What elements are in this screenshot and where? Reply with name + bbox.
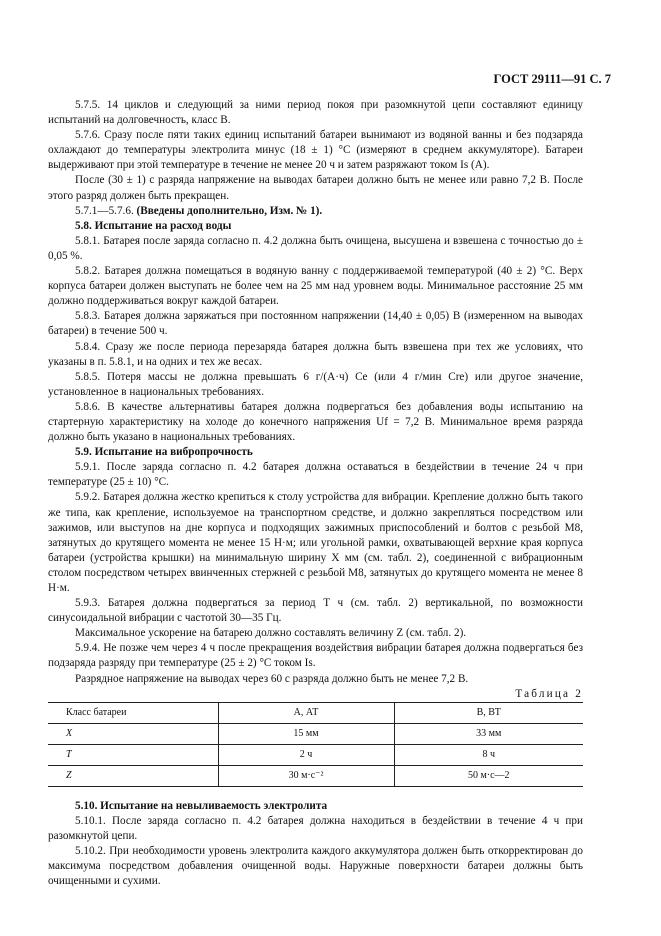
- paragraph: 5.7.5. 14 циклов и следующий за ними период покоя при разомкнутой цепи составляют единицу испытаний на долговечность, класс В.: [48, 99, 583, 127]
- paragraph: 5.10.1. После заряда согласно п. 4.2 батарея должна находиться в бездействии в течение 4 ч при разомкнутой цепи.: [48, 814, 583, 842]
- table-header-a: А, АТ: [218, 702, 394, 723]
- section-heading: 5.10. Испытание на невыливаемость электролита: [75, 799, 328, 812]
- table-cell: 8 ч: [394, 744, 583, 765]
- table-cell: 33 мм: [394, 723, 583, 744]
- paragraph: 5.8.6. В качестве альтернативы батарея должна подвергаться без добавления воды испытанию на стартерную характеристику на холоде до конечного напряжения Uf = 7,2 В. Минимальное время разряда должно быть указано в национальных требованиях.: [48, 400, 583, 444]
- section-heading: 5.8. Испытание на расход воды: [75, 219, 232, 232]
- table-cell: 30 м·с⁻²: [218, 765, 394, 786]
- body-text: [48, 98, 583, 889]
- paragraph: 5.9.4. Не позже чем через 4 ч после прекращения воздействия вибрации батарея должна подвергаться без подзаряда разряду при температуре (25 ± 2) °С током Is.: [48, 642, 583, 670]
- paragraph: 5.8.1. Батарея после заряда согласно п. 4.2 должна быть очищена, высушена и взвешена с точностью до ± 0,05 %.: [48, 234, 583, 262]
- table-header-row: [48, 702, 583, 723]
- table-cell: 15 мм: [218, 723, 394, 744]
- paragraph: [48, 204, 583, 219]
- data-table: [48, 702, 583, 787]
- paragraph-text: 5.7.1—5.7.6.: [75, 204, 137, 217]
- paragraph: 5.10.2. При необходимости уровень электролита каждого аккумулятора должен быть откорректирован до максимума посредством добавления очищенной воды. Наружные поверхности батареи должны быть очищенными и сухими.: [48, 845, 583, 888]
- paragraphs-after-table: [48, 799, 583, 890]
- amendment-note: (Введены дополнительно, Изм. № 1).: [136, 204, 323, 217]
- table-row: [48, 765, 583, 786]
- table-cell: 50 м·с—2: [394, 765, 583, 786]
- section-heading: 5.9. Испытание на вибропрочность: [75, 446, 253, 459]
- paragraph: 5.9.1. После заряда согласно п. 4.2 батарея должна оставаться в бездействии в течение 24 ч при температуре (25 ± 10) °С.: [48, 461, 583, 489]
- paragraph: 5.7.6. Сразу после пяти таких единиц испытаний батареи вынимают из водяной ванны и без подзаряда охлаждают до температуры электролита минус (18 ± 1) °С (измеряют в среднем аккумуляторе). Батареи выдерживают при этой температуре в течение не менее 20 ч и затем разряжают током Is (А).: [48, 129, 583, 172]
- paragraph: 5.9.3. Батарея должна подвергаться за период T ч (см. табл. 2) вертикальной, по возможности синусоидальной вибрации с частотой 30—35 Гц.: [48, 597, 583, 625]
- paragraphs-before-table: [48, 98, 583, 687]
- page-header: ГОСТ 29111—91 С. 7: [493, 72, 611, 86]
- paragraph: Максимальное ускорение на батарею должно составлять величину Z (см. табл. 2).: [75, 627, 467, 640]
- table-cell: T: [48, 744, 218, 765]
- paragraph: 5.8.2. Батарея должна помещаться в водяную ванну с поддерживаемой температурой (40 ± 2) °С. Верх корпуса батареи должен выступать не более чем на 25 мм над уровнем воды. Минимальное расстояние 25 мм должно поддерживаться вокруг каждой батареи.: [48, 265, 583, 308]
- paragraph: 5.8.4. Сразу же после периода перезаряда батарея должна быть взвешена при тех же условиях, что указаны в п. 5.8.1, и на одних и тех же весах.: [48, 340, 583, 368]
- table-row: [48, 744, 583, 765]
- paragraph: Разрядное напряжение на выводах через 60 с разряда должно быть не менее 7,2 В.: [75, 672, 469, 685]
- table-cell: Z: [48, 765, 218, 786]
- table-cell: X: [48, 723, 218, 744]
- table-caption: Таблица 2: [515, 687, 583, 700]
- table-header-class: Класс батареи: [48, 702, 218, 723]
- table-row: [48, 723, 583, 744]
- paragraph: После (30 ± 1) с разряда напряжение на выводах батареи должно быть не менее или равно 7,2 В. После этого разряд должен быть прекращен.: [48, 174, 583, 202]
- paragraph: 5.8.3. Батарея должна заряжаться при постоянном напряжении (14,40 ± 0,05) В (измеренном на выводах батареи) в течение 500 ч.: [48, 310, 583, 338]
- table-header-b: В, ВТ: [394, 702, 583, 723]
- paragraph: 5.9.2. Батарея должна жестко крепиться к столу устройства для вибрации. Крепление должно быть такого же типа, как крепление, используемое на транспортном средстве, и должно закрепляться посредством или зажимов, или выступов на дне корпуса и подходящих зажимных приспособлений и болтов с резьбой М8, затянутых до крутящего момента не менее 15 Н·м; или угольной рамки, охватывающей верхние края корпуса батареи (устройства крышки) на минимальную ширину X мм (см. табл. 2), соединенной с вибрационным столом посредством четырех ввинченных стержней с резьбой М8, затянутых до крутящего момента не менее 8 Н·м.: [48, 491, 583, 594]
- paragraph: 5.8.5. Потеря массы не должна превышать 6 г/(А·ч) Ce (или 4 г/мин Cre) или другое значение, установленное в национальных требованиях.: [48, 370, 583, 398]
- table-cell: 2 ч: [218, 744, 394, 765]
